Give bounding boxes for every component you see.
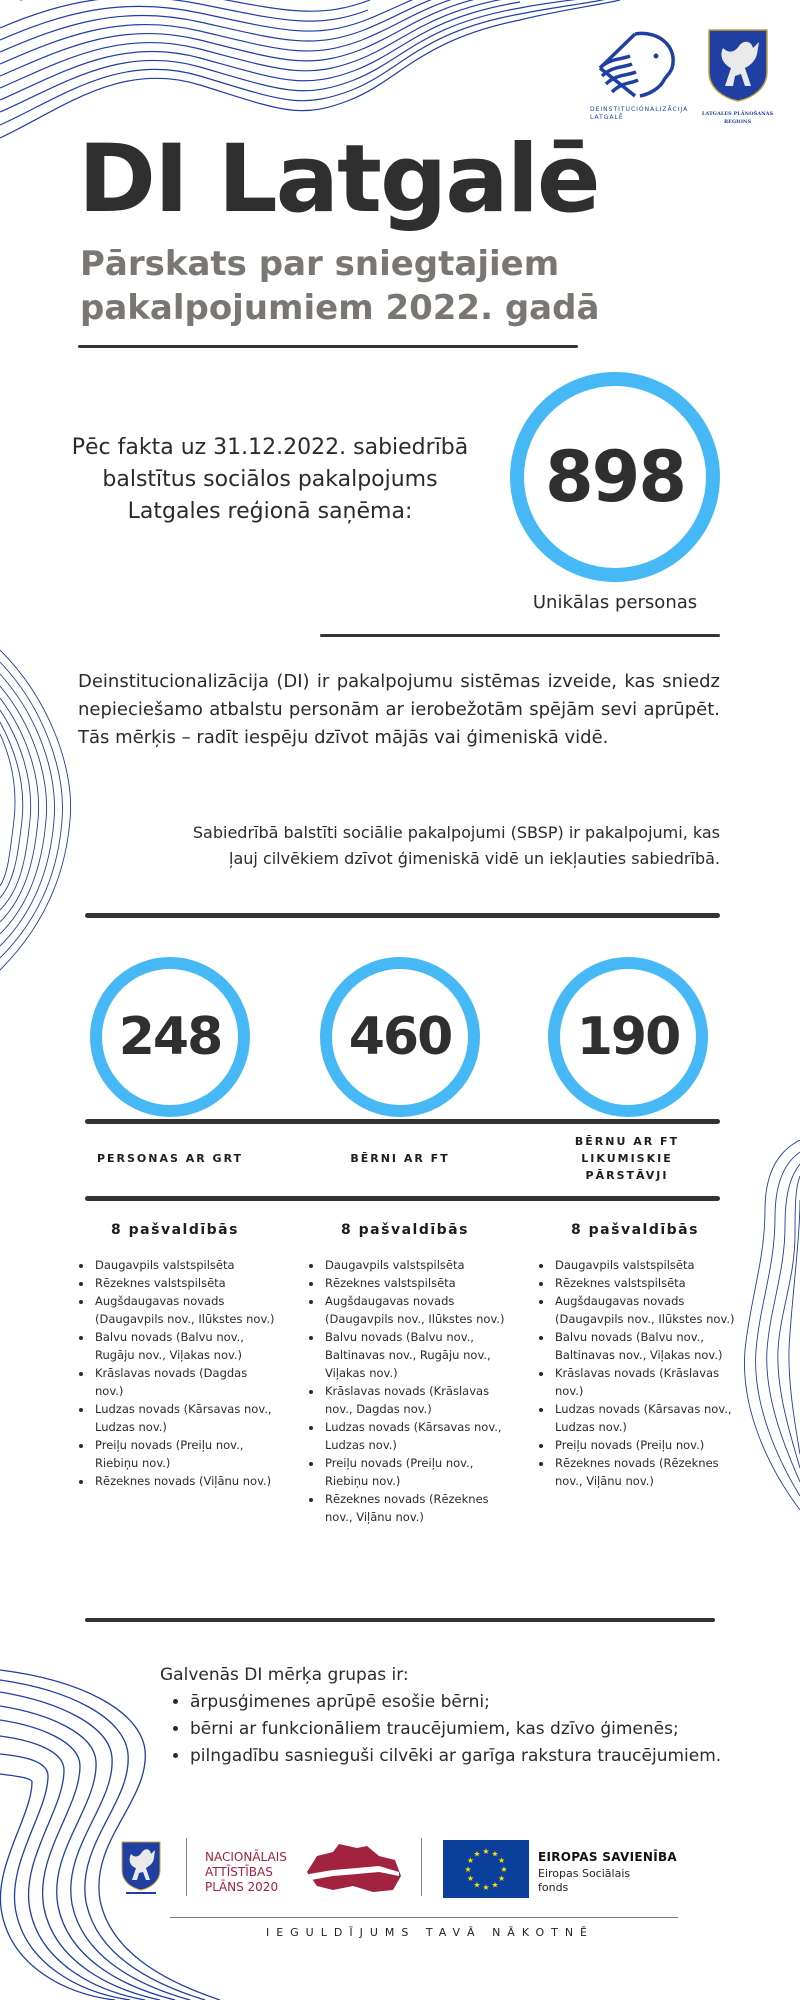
municipalities-column-legal-reps [535, 1222, 735, 1490]
di-face-icon [590, 28, 685, 98]
title-divider [78, 345, 578, 348]
target-groups-list [160, 1689, 760, 1770]
list-item: • Rēzeknes valstspilsēta [93, 1274, 275, 1292]
subtitle-line-1: Pārskats par sniegtajiem [80, 244, 560, 284]
eu-star-icon: ★ [498, 1856, 506, 1865]
eu-star-icon: ★ [482, 1847, 490, 1856]
municipality-list-legal-reps [535, 1256, 735, 1490]
summary-intro [70, 432, 470, 528]
footer-logos [118, 1838, 688, 1900]
list-item: • Augšdaugavas novads (Daugavpils nov., Ilūkstes nov.) [553, 1292, 735, 1328]
list-item: • Ludzas novads (Kārsavas nov., Ludzas nov.) [93, 1400, 275, 1436]
di-logo-caption-2: LATGALĒ [590, 114, 624, 121]
municipalities-divider [85, 1618, 715, 1622]
legal-reps-label-line-3: PĀRSTĀVJI [585, 1169, 669, 1182]
eu-flag [443, 1840, 529, 1898]
footer-tagline: IEGULDĪJUMS TAVĀ NĀKOTNĒ [265, 1926, 595, 1939]
legal-reps-label-line-1: BĒRNU AR FT [574, 1135, 680, 1148]
municipality-list-grt [75, 1256, 275, 1490]
stats-mid-divider [85, 1119, 720, 1124]
total-persons-value: 898 [544, 436, 686, 518]
list-item: • Rēzeknes novads (Viļānu nov.) [93, 1472, 275, 1490]
list-item: • Krāslavas novads (Krāslavas nov., Dagdas nov.) [323, 1382, 505, 1418]
left-wave-decoration [0, 640, 80, 980]
footer-separator-1 [186, 1838, 187, 1896]
list-item: • Augšdaugavas novads (Daugavpils nov., Ilūkstes nov.) [323, 1292, 505, 1328]
list-item: • Krāslavas novads (Dagdas nov.) [93, 1364, 275, 1400]
stat-label-grt: PERSONAS AR GRT [96, 1152, 244, 1165]
lpr-logo-caption-1: LATGALES PLĀNOŠANAS [701, 111, 774, 117]
eu-star-icon: ★ [473, 1849, 481, 1859]
esf-line-1: Eiropas Sociālais [538, 1867, 631, 1880]
stat-ring-children-ft [320, 957, 480, 1117]
summary-divider [320, 634, 720, 637]
eu-star-icon: ★ [473, 1880, 481, 1890]
stat-ring-grt [90, 957, 250, 1117]
eu-star-icon: ★ [466, 1856, 474, 1865]
legal-reps-label-line-2: LIKUMISKIE [581, 1152, 673, 1165]
list-item: • Preiļu novads (Preiļu nov., Riebiņu nov.) [93, 1436, 275, 1472]
list-item: • Balvu novads (Balvu nov., Baltinavas nov., Rugāju nov., Viļakas nov.) [323, 1328, 505, 1382]
eu-star-icon: ★ [466, 1874, 474, 1883]
stat-value-children-ft: 460 [348, 1007, 452, 1067]
page-subtitle [80, 242, 599, 330]
list-item: • Rēzeknes valstspilsēta [553, 1274, 735, 1292]
list-item: • Augšdaugavas novads (Daugavpils nov., Ilūkstes nov.) [93, 1292, 275, 1328]
esf-line-2: fonds [538, 1881, 569, 1894]
list-item: • Ludzas novads (Kārsavas nov., Ludzas nov.) [553, 1400, 735, 1436]
list-item: • Balvu novads (Balvu nov., Rugāju nov., Viļakas nov.) [93, 1328, 275, 1364]
municipalities-count-grt: 8 pašvaldībās [111, 1222, 239, 1238]
subtitle-line-2: pakalpojumiem 2022. gadā [80, 288, 600, 328]
lpr-logo-caption-2: REĢIONS [723, 119, 752, 125]
eu-star-icon: ★ [491, 1849, 499, 1859]
stat-value-legal-reps: 190 [576, 1007, 680, 1067]
list-item: • Rēzeknes valstspilsēta [323, 1274, 505, 1292]
intro-line-3: Latgales reģionā saņēma: [127, 499, 413, 524]
municipalities-count-children-ft: 8 pašvaldībās [341, 1222, 469, 1238]
list-item: • Preiļu novads (Preiļu nov., Riebiņu nov.) [323, 1454, 505, 1490]
esf-text [538, 1867, 630, 1895]
page-title: DI Latgalē [78, 125, 599, 234]
sbsp-line-1: Sabiedrībā balstīti sociālie pakalpojumi (SBSP) ir pakalpojumi, kas [192, 823, 720, 842]
list-item: • Preiļu novads (Preiļu nov.) [553, 1436, 735, 1454]
list-item: • Ludzas novads (Kārsavas nov., Ludzas nov.) [323, 1418, 505, 1454]
di-latgale-logo [590, 28, 689, 122]
list-item: • pilngadību sasnieguši cilvēki ar garīga rakstura traucējumiem. [190, 1743, 760, 1770]
list-item: • ārpusģimenes aprūpē esošie bērni; [190, 1689, 760, 1716]
latgale-planning-region-logo [700, 28, 775, 126]
di-definition: Deinstitucionalizācija (DI) ir pakalpojumu sistēmas izveide, kas sniedz nepieciešamo atbalstu personām ar ierobežotām spējām sevi aprūpēt. Tās mērķis – radīt iespēju dzīvot mājās vai ģimeniskā vidē. [78, 671, 720, 748]
list-item: • Krāslavas novads (Krāslavas nov.) [553, 1364, 735, 1400]
stats-bottom-divider [85, 1196, 720, 1201]
municipalities-column-children-ft [305, 1222, 505, 1526]
latgale-region-coat-of-arms-icon [120, 1840, 162, 1896]
total-persons-label: Unikālas personas [532, 592, 698, 613]
stat-ring-legal-reps [548, 957, 708, 1117]
total-persons-ring [510, 372, 720, 582]
national-development-plan-text [205, 1850, 287, 1895]
eu-title: EIROPAS SAVIENĪBA [538, 1850, 678, 1864]
target-groups [160, 1662, 760, 1770]
nap-line-3: PLĀNS 2020 [205, 1880, 279, 1894]
eu-star-icon: ★ [482, 1883, 490, 1892]
target-groups-title: Galvenās DI mērķa grupas ir: [160, 1665, 409, 1685]
footer-divider [170, 1917, 678, 1918]
nap-line-2: ATTĪSTĪBAS [205, 1865, 273, 1879]
list-item: • Daugavpils valstspilsēta [93, 1256, 275, 1274]
intro-line-2: balstītus sociālos pakalpojums [102, 467, 438, 492]
griffin-coat-of-arms-icon [707, 28, 769, 102]
footer-separator-2 [421, 1838, 422, 1896]
municipalities-column-grt [75, 1222, 275, 1490]
stats-top-divider [85, 913, 720, 918]
sbsp-definition [120, 820, 720, 872]
nap-line-1: NACIONĀLAIS [205, 1850, 287, 1864]
list-item: • Daugavpils valstspilsēta [553, 1256, 735, 1274]
eu-star-icon: ★ [498, 1874, 506, 1883]
list-item: • Daugavpils valstspilsēta [323, 1256, 505, 1274]
di-logo-caption-1: DEINSTITUCIONALIZĀCIJA [590, 106, 689, 113]
list-item: • bērni ar funkcionāliem traucējumiem, kas dzīvo ģimenēs; [190, 1716, 760, 1743]
list-item: • Rēzeknes novads (Rēzeknes nov., Viļānu nov.) [323, 1490, 505, 1526]
eu-star-icon: ★ [500, 1865, 508, 1874]
stat-label-legal-reps [532, 1133, 722, 1184]
list-item: • Rēzeknes novads (Rēzeknes nov., Viļānu nov.) [553, 1454, 735, 1490]
eu-star-icon: ★ [464, 1865, 472, 1874]
municipality-list-children-ft [305, 1256, 505, 1526]
latvia-map-flag-icon [303, 1842, 403, 1894]
eu-star-icon: ★ [491, 1880, 499, 1890]
stat-value-grt: 248 [118, 1007, 222, 1067]
sbsp-line-2: ļauj cilvēkiem dzīvot ģimeniskā vidē un iekļauties sabiedrībā. [229, 849, 720, 868]
eu-stars-icon [443, 1840, 529, 1898]
stat-label-children-ft: BĒRNI AR FT [350, 1152, 450, 1165]
intro-line-1: Pēc fakta uz 31.12.2022. sabiedrībā [71, 435, 469, 460]
municipalities-count-legal-reps: 8 pašvaldībās [571, 1222, 699, 1238]
list-item: • Balvu novads (Balvu nov., Baltinavas nov., Viļakas nov.) [553, 1328, 735, 1364]
